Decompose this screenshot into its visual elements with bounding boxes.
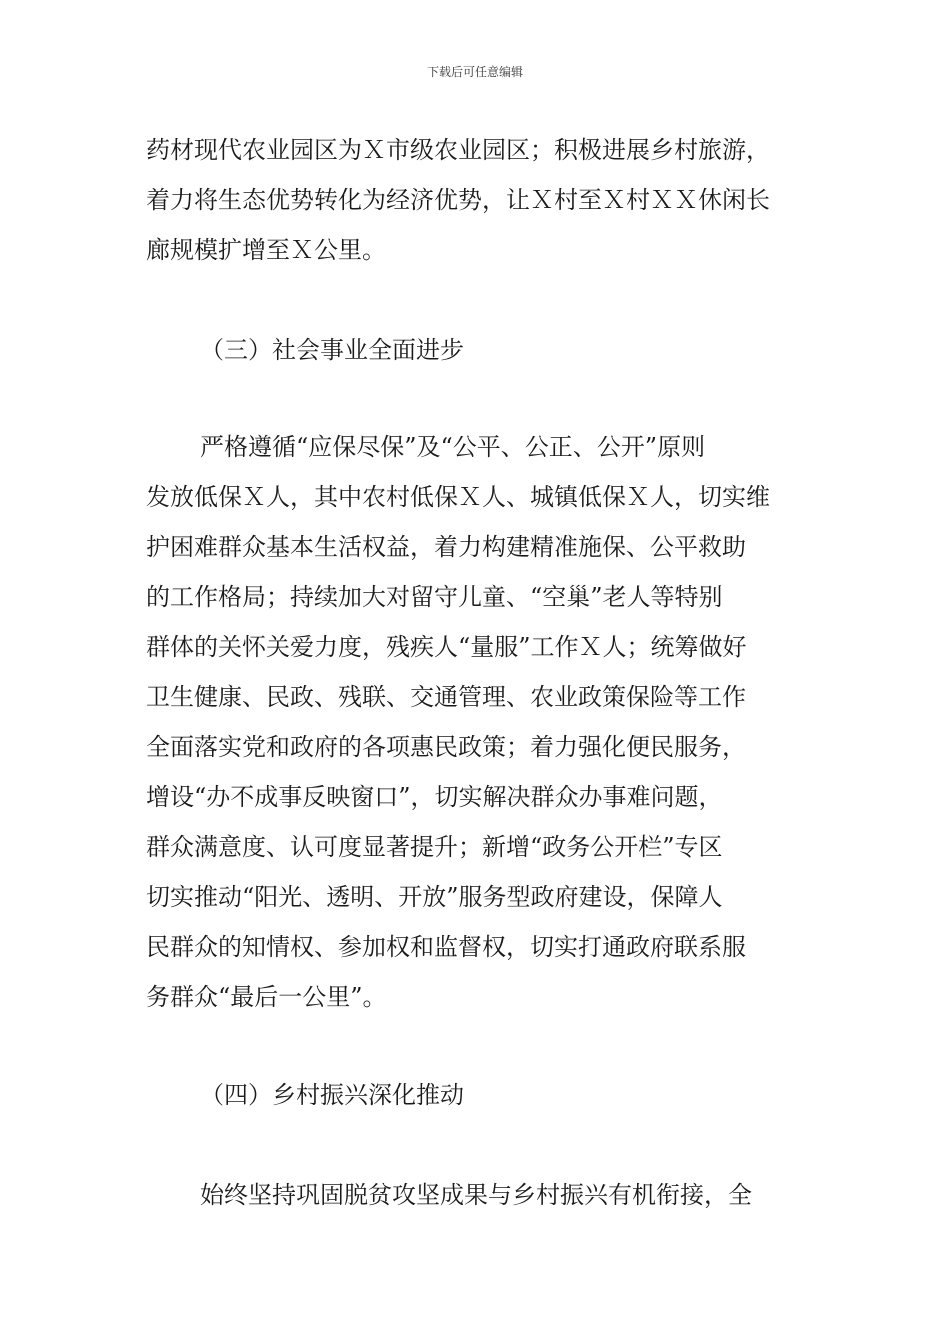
section-heading: （四）乡村振兴深化推动 (200, 1081, 464, 1109)
page-header-note: 下载后可任意编辑 (426, 65, 523, 79)
paragraph-line: 护困难群众基本生活权益，着力构建精准施保、公平救助 (146, 533, 746, 561)
paragraph-line: 的工作格局；持续加大对留守儿童、“空巢”老人等特别 (146, 583, 723, 611)
paragraph-line: 始终坚持巩固脱贫攻坚成果与乡村振兴有机衔接，全 (200, 1181, 752, 1209)
section-4-heading-block (146, 1070, 816, 1120)
continuation-paragraph (146, 125, 816, 275)
paragraph-line: 严格遵循“应保尽保”及“公平、公正、公开”原则 (200, 433, 706, 461)
paragraph-line: 民群众的知情权、参加权和监督权，切实打通政府联系服 (146, 933, 746, 961)
paragraph-line: 全面落实党和政府的各项惠民政策；着力强化便民服务， (146, 733, 746, 761)
paragraph-line: 廊规模扩增至Ｘ公里。 (146, 236, 386, 264)
paragraph-line: 切实推动“阳光、透明、开放”服务型政府建设，保障人 (146, 883, 723, 911)
paragraph-line: 卫生健康、民政、残联、交通管理、农业政策保险等工作 (146, 683, 746, 711)
section-4-paragraph (146, 1170, 816, 1220)
paragraph-line: 药材现代农业园区为Ｘ市级农业园区；积极进展乡村旅游， (146, 136, 770, 164)
paragraph-line: 群体的关怀关爱力度，残疾人“量服”工作Ｘ人；统筹做好 (146, 633, 747, 661)
paragraph-line: 务群众“最后一公里”。 (146, 983, 387, 1011)
paragraph-line: 增设“办不成事反映窗口”，切实解决群众办事难问题， (146, 783, 723, 811)
paragraph-line: 群众满意度、认可度显著提升；新增“政务公开栏”专区 (146, 833, 723, 861)
paragraph-line: 着力将生态优势转化为经济优势，让Ｘ村至Ｘ村ＸＸ休闲长 (146, 186, 770, 214)
paragraph-line: 发放低保Ｘ人，其中农村低保Ｘ人、城镇低保Ｘ人，切实维 (146, 483, 770, 511)
section-heading: （三）社会事业全面进步 (200, 336, 464, 364)
section-3-heading-block (146, 325, 816, 375)
section-3-paragraph (146, 422, 816, 1022)
